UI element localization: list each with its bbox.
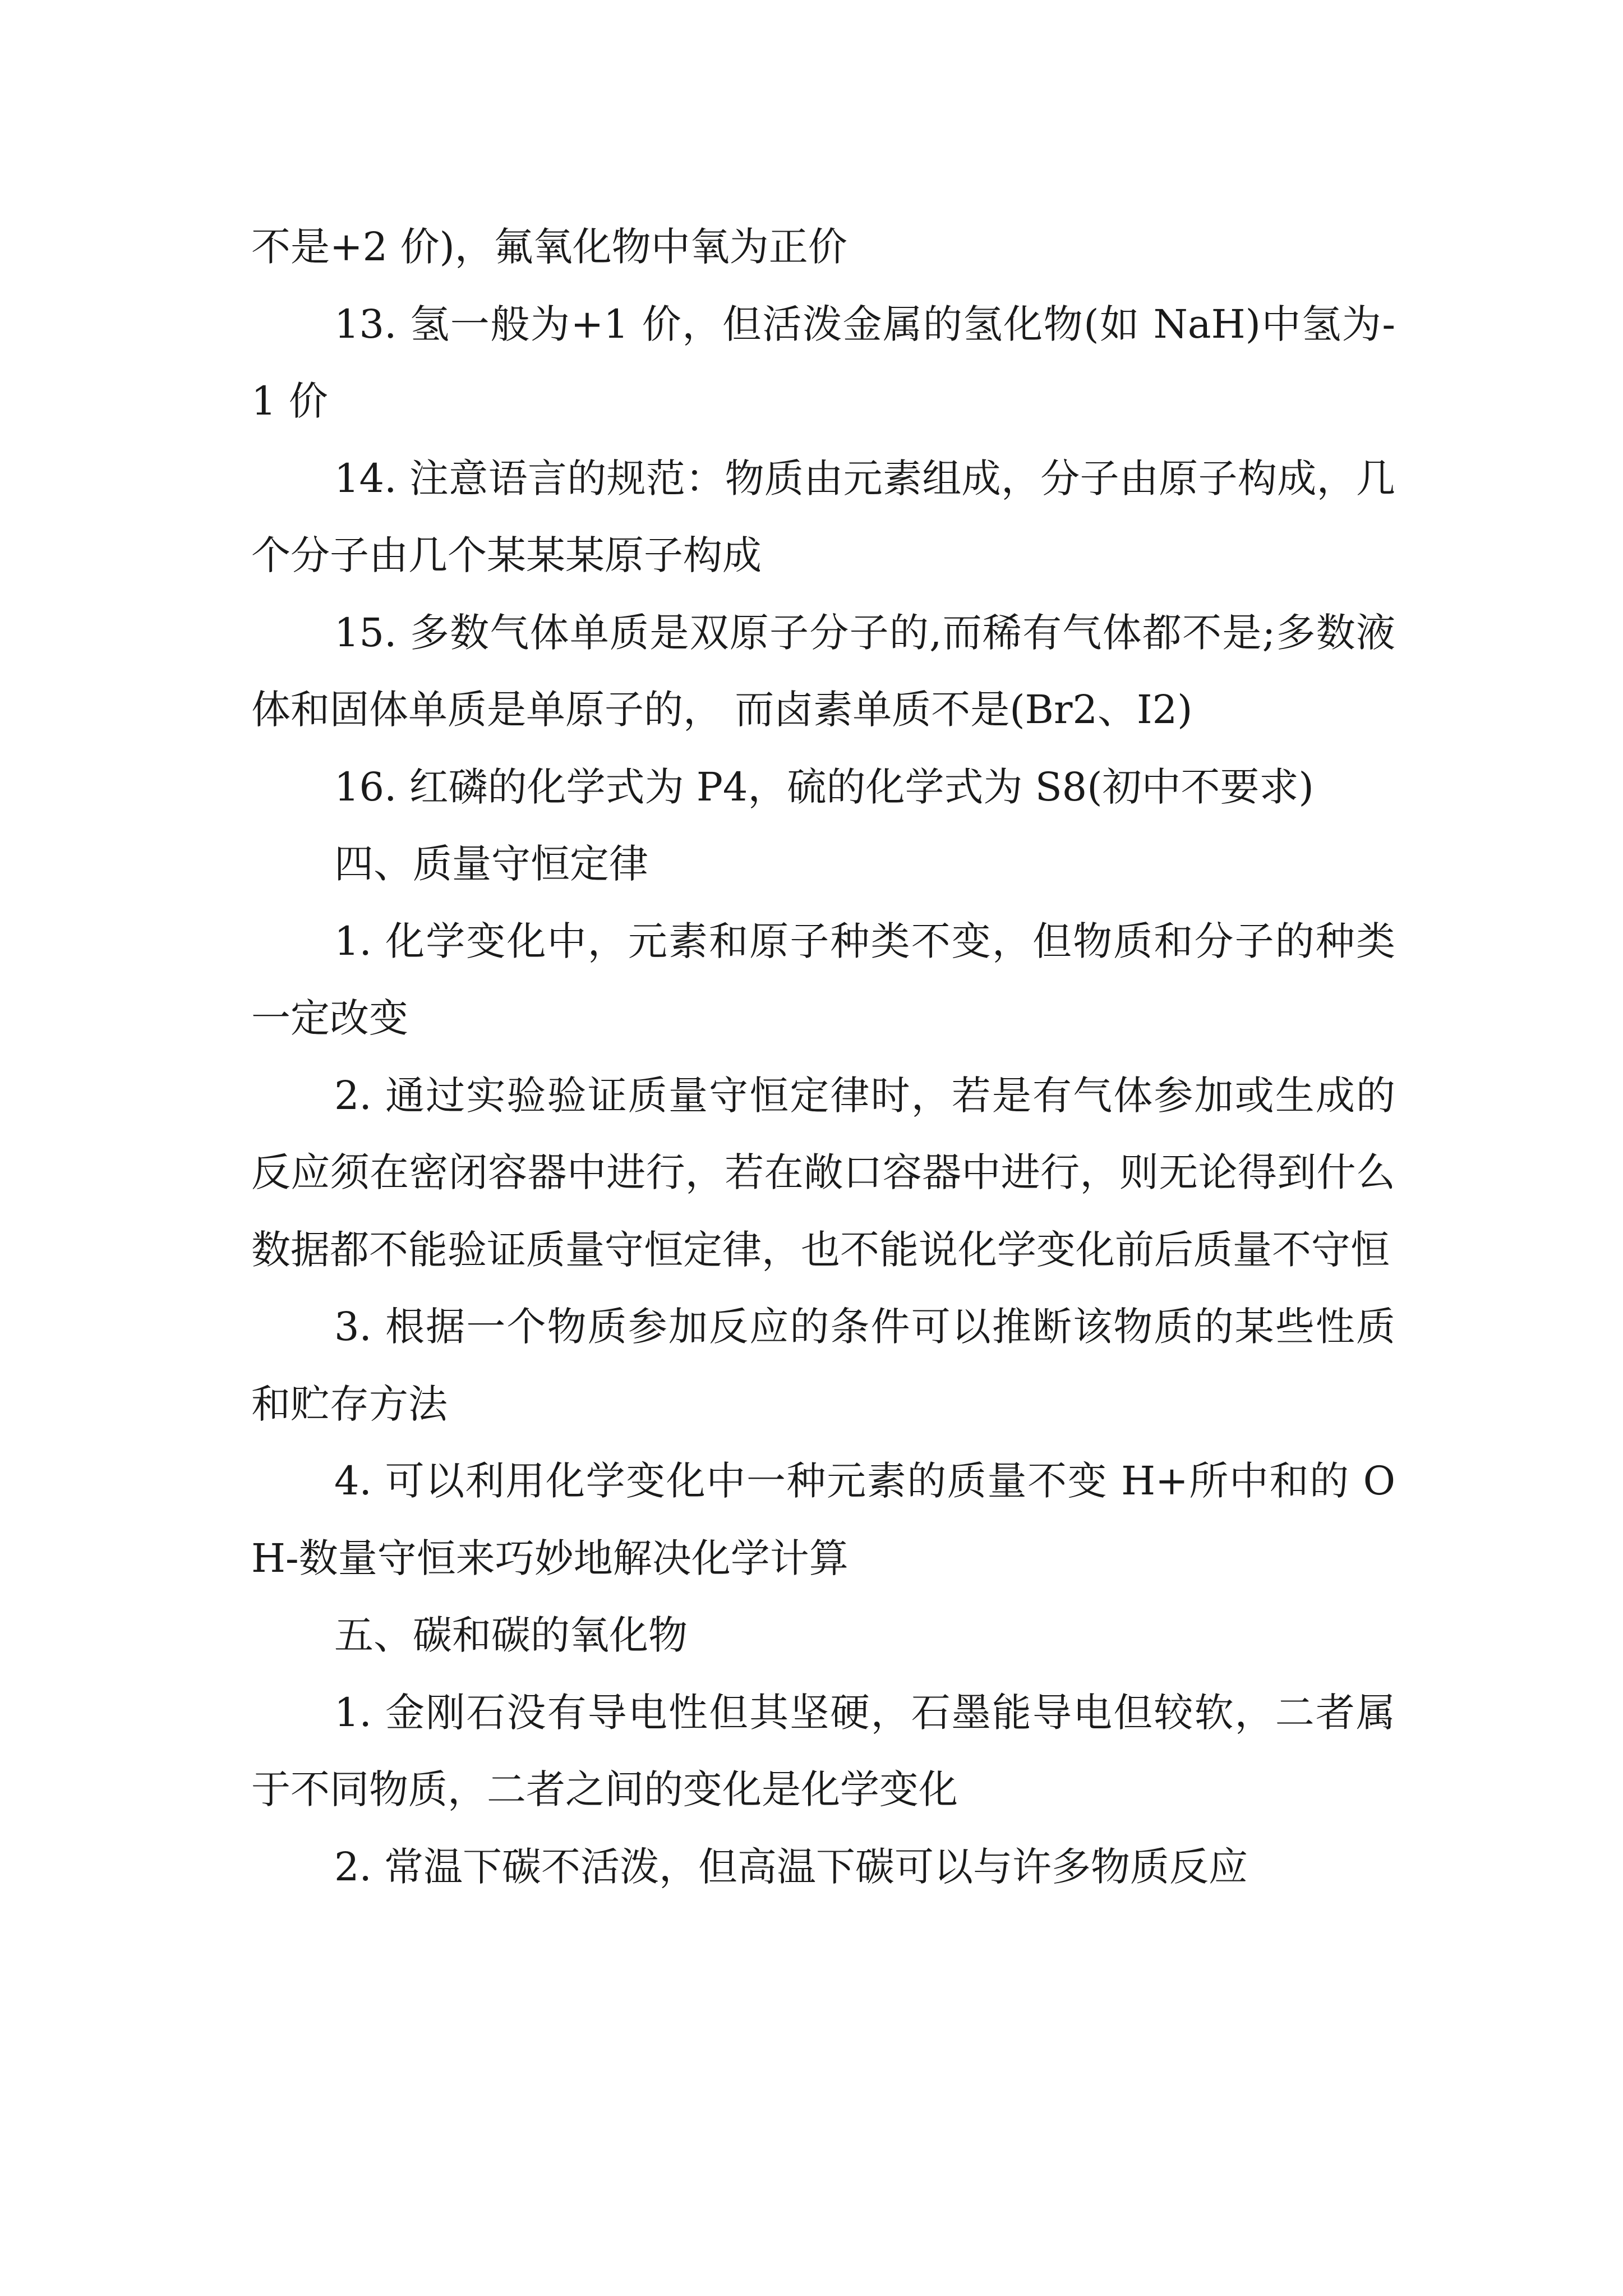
paragraph-item-1: 1. 金刚石没有导电性但其坚硬，石墨能导电但较软，二者属于不同物质，二者之间的变化是化学变化 <box>251 1689 1395 1812</box>
paragraph-item-15: 15. 多数气体单质是双原子分子的,而稀有气体都不是;多数液体和固体单质是单原子的， 而卤素单质不是(Br2、I2) <box>251 609 1395 733</box>
paragraph-item-3: 3. 根据一个物质参加反应的条件可以推断该物质的某些性质和贮存方法 <box>251 1304 1395 1427</box>
document-body <box>251 209 1395 1906</box>
paragraph-item-2: 2. 常温下碳不活泼，但高温下碳可以与许多物质反应 <box>334 1843 1248 1890</box>
paragraph-item-14: 14. 注意语言的规范：物质由元素组成，分子由原子构成，几个分子由几个某某某原子构成 <box>251 455 1395 578</box>
paragraph-continuation: 不是+2 价)，氟氧化物中氧为正价 <box>251 224 847 270</box>
paragraph-item-1: 1. 化学变化中，元素和原子种类不变，但物质和分子的种类一定改变 <box>251 918 1395 1041</box>
paragraph-item-16: 16. 红磷的化学式为 P4，硫的化学式为 S8(初中不要求) <box>334 763 1314 810</box>
paragraph-item-13: 13. 氢一般为+1 价，但活泼金属的氢化物(如 NaH)中氢为-1 价 <box>251 301 1395 424</box>
section-heading-conservation-of-mass: 四、质量守恒定律 <box>334 841 648 887</box>
section-heading-carbon-oxides: 五、碳和碳的氧化物 <box>334 1612 688 1658</box>
paragraph-item-4: 4. 可以利用化学变化中一种元素的质量不变 H+所中和的 OH-数量守恒来巧妙地解决化学计算 <box>251 1458 1395 1581</box>
paragraph-item-2: 2. 通过实验验证质量守恒定律时，若是有气体参加或生成的反应须在密闭容器中进行，若在敞口容器中进行，则无论得到什么数据都不能验证质量守恒定律，也不能说化学变化前后质量不守恒 <box>251 1072 1395 1273</box>
